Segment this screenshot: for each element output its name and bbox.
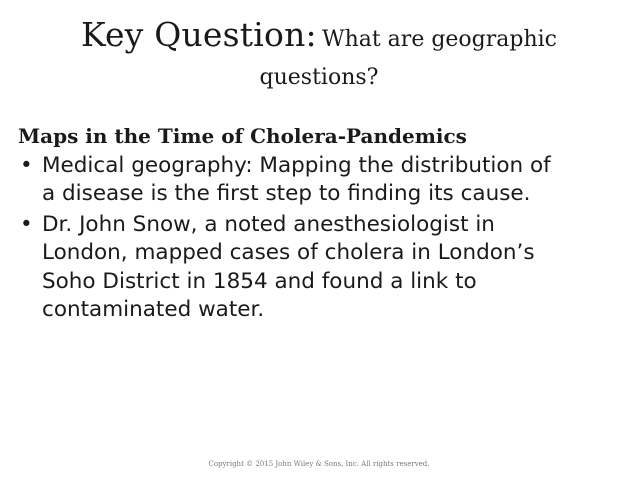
bullet-line: a disease is the first step to finding its cause. <box>42 181 531 207</box>
bullet-list <box>18 152 618 324</box>
slide-content <box>18 124 618 326</box>
section-heading: Maps in the Time of Cholera-Pandemics <box>18 124 467 148</box>
bullet-line: Medical geography: Mapping the distribution of <box>42 153 551 178</box>
slide-title <box>0 15 638 90</box>
bullet-marker: • <box>20 153 33 178</box>
title-subtitle: What are geographic <box>321 27 558 52</box>
copyright-footer: Copyright © 2015 John Wiley & Sons, Inc. All rights reserved. <box>208 460 430 468</box>
title-line-2: questions? <box>259 65 379 90</box>
title-line-1 <box>0 15 638 54</box>
title-separator: : <box>305 15 317 54</box>
bullet-marker: • <box>20 211 33 237</box>
bullet-item <box>18 152 618 209</box>
bullet-line: London, mapped cases of cholera in London’s <box>42 240 535 266</box>
title-main: Key Question <box>80 15 306 54</box>
bullet-line: contaminated water. <box>42 296 265 322</box>
bullet-line: Soho District in 1854 and found a link to <box>42 268 477 294</box>
bullet-item <box>18 211 618 325</box>
bullet-line: Dr. John Snow, a noted anesthesiologist in <box>42 211 495 237</box>
